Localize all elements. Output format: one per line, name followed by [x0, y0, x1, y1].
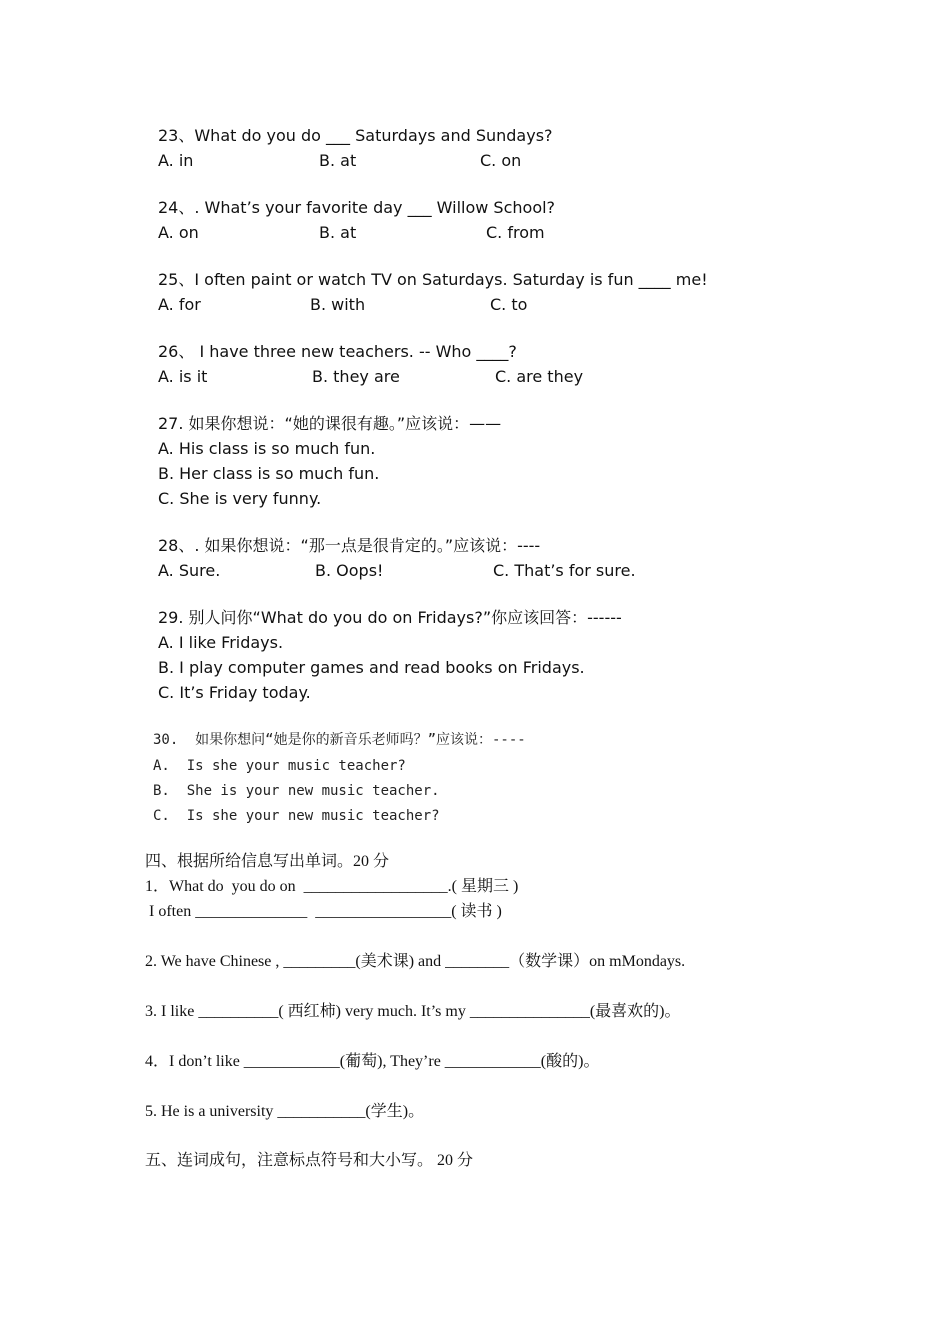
question-25-stem: 25、I often paint or watch TV on Saturdays. Saturday is fun ____ me!: [158, 270, 708, 289]
section-4-item-1a: 1．What do you do on __________________.( 星期三 ): [145, 878, 519, 895]
question-23-stem: 23、What do you do ___ Saturdays and Sundays?: [158, 126, 553, 145]
question-29-option-b: B. I play computer games and read books on Fridays.: [158, 658, 585, 677]
section-4-item-5: 5. He is a university ___________(学生)。: [145, 1103, 425, 1120]
question-25-option-b: B. with: [310, 295, 366, 314]
question-28-option-b: B. Oops!: [315, 561, 384, 580]
section-4-item-4: 4．I don’t like ____________(葡萄), They’re ____________(酸的)。: [145, 1053, 600, 1070]
section-5-heading: 五、连词成句，注意标点符号和大小写。 20 分: [145, 1152, 474, 1169]
question-27-option-c: C. She is very funny.: [158, 489, 322, 508]
question-25-option-a: A. for: [158, 295, 201, 314]
section-4-item-2: 2. We have Chinese , _________(美术课) and ________（数学课）on mMondays.: [145, 953, 686, 970]
question-26-option-a: A. is it: [158, 367, 208, 386]
section-4-heading: 四、根据所给信息写出单词。20 分: [145, 853, 390, 870]
question-26-option-c: C. are they: [495, 367, 584, 386]
question-30-option-a: A. Is she your music teacher?: [153, 758, 406, 774]
question-28-option-a: A. Sure.: [158, 561, 221, 580]
question-24-stem: 24、. What’s your favorite day ___ Willow School?: [158, 198, 556, 217]
question-23-option-c: C. on: [480, 151, 522, 170]
question-30-option-b: B. She is your new music teacher.: [153, 783, 440, 799]
question-29-option-c: C. It’s Friday today.: [158, 683, 311, 702]
question-23-option-b: B. at: [319, 151, 357, 170]
question-27-option-a: A. His class is so much fun.: [158, 439, 376, 458]
question-28-stem: 28、. 如果你想说：“那一点是很肯定的。”应该说：----: [158, 536, 541, 555]
question-27-stem: 27. 如果你想说：“她的课很有趣。”应该说：——: [158, 414, 502, 433]
question-26-option-b: B. they are: [312, 367, 400, 386]
question-24-option-b: B. at: [319, 223, 357, 242]
question-29-stem: 29. 别人问你“What do you do on Fridays?”你应该回答：------: [158, 608, 622, 627]
question-24-option-a: A. on: [158, 223, 199, 242]
question-30-stem: 30. 如果你想问“她是你的新音乐老师吗？”应该说：----: [153, 732, 526, 748]
question-23-option-a: A. in: [158, 151, 194, 170]
question-30-option-c: C. Is she your new music teacher?: [153, 808, 440, 824]
question-28-option-c: C. That’s for sure.: [493, 561, 636, 580]
question-27-option-b: B. Her class is so much fun.: [158, 464, 380, 483]
question-26-stem: 26、 I have three new teachers. -- Who ____?: [158, 342, 517, 361]
question-29-option-a: A. I like Fridays.: [158, 633, 284, 652]
question-24-option-c: C. from: [486, 223, 545, 242]
section-4-item-1b: I often ______________ _________________( 读书 ): [145, 903, 502, 920]
question-25-option-c: C. to: [490, 295, 528, 314]
section-4-item-3: 3. I like __________( 西红柿) very much. It’s my _______________(最喜欢的)。: [145, 1003, 681, 1020]
